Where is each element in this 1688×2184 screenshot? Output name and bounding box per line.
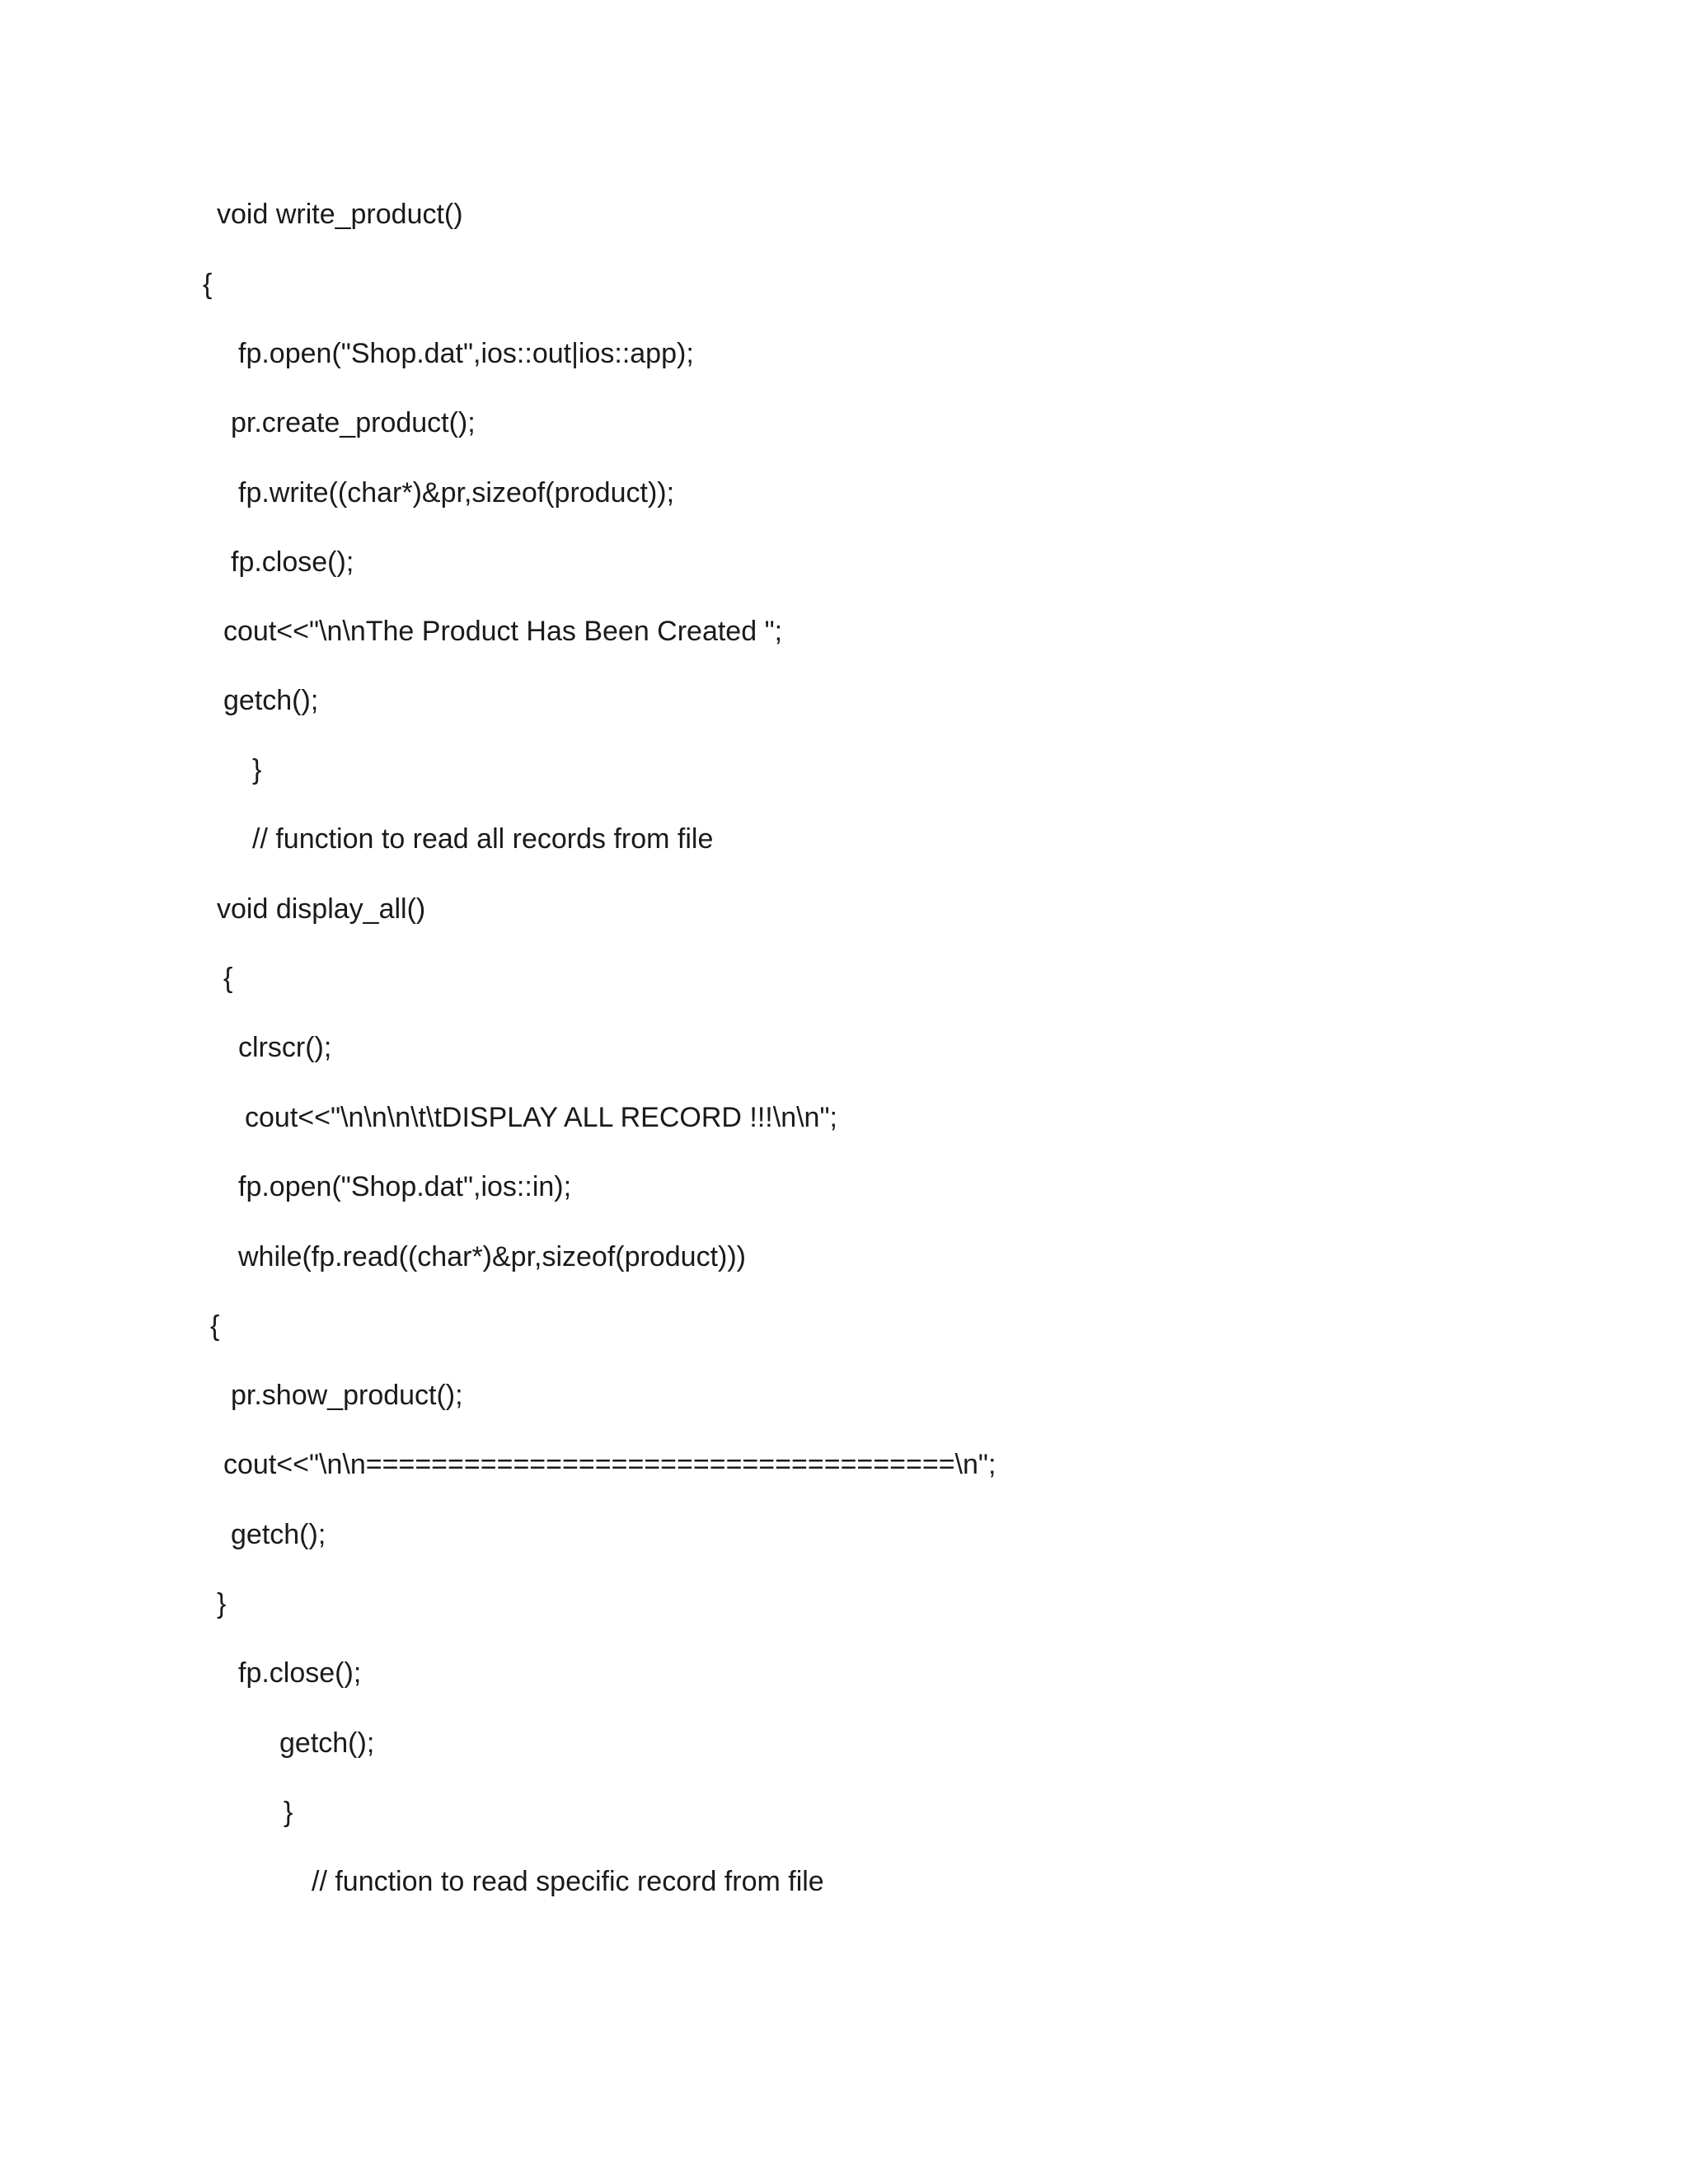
code-line-cout-created: cout<<"\n\nThe Product Has Been Created "; <box>223 616 783 647</box>
code-comment-read-all: // function to read all records from file <box>252 823 714 855</box>
code-line-getch: getch(); <box>223 685 319 716</box>
code-line-cout-display-all: cout<<"\n\n\n\t\tDISPLAY ALL RECORD !!!\n\n"; <box>245 1102 837 1133</box>
code-line-show-product: pr.show_product(); <box>231 1380 463 1411</box>
code-line-create-product: pr.create_product(); <box>231 407 476 438</box>
code-line-write-product-signature: void write_product() <box>217 199 463 230</box>
code-line-fp-close: fp.close(); <box>238 1657 362 1689</box>
code-line-close-brace: } <box>284 1797 293 1828</box>
code-line-fp-close: fp.close(); <box>231 546 354 578</box>
code-line-open-brace: { <box>210 1310 220 1342</box>
code-line-close-brace: } <box>252 754 262 785</box>
code-line-fp-open-out: fp.open("Shop.dat",ios::out|ios::app); <box>238 338 694 369</box>
code-line-close-brace: } <box>217 1588 227 1619</box>
code-comment-read-specific: // function to read specific record from file <box>312 1866 824 1897</box>
code-line-clrscr: clrscr(); <box>238 1032 332 1063</box>
code-line-getch: getch(); <box>279 1727 375 1759</box>
code-line-while-read: while(fp.read((char*)&pr,sizeof(product))) <box>238 1241 746 1272</box>
code-line-fp-open-in: fp.open("Shop.dat",ios::in); <box>238 1171 572 1202</box>
code-line-open-brace: { <box>223 963 233 994</box>
code-line-display-all-signature: void display_all() <box>217 893 426 925</box>
code-line-cout-separator: cout<<"\n\n====================================\n"; <box>223 1449 996 1480</box>
code-line-getch: getch(); <box>231 1519 326 1550</box>
code-line-fp-write: fp.write((char*)&pr,sizeof(product)); <box>238 477 675 509</box>
code-line-open-brace: { <box>203 269 213 300</box>
